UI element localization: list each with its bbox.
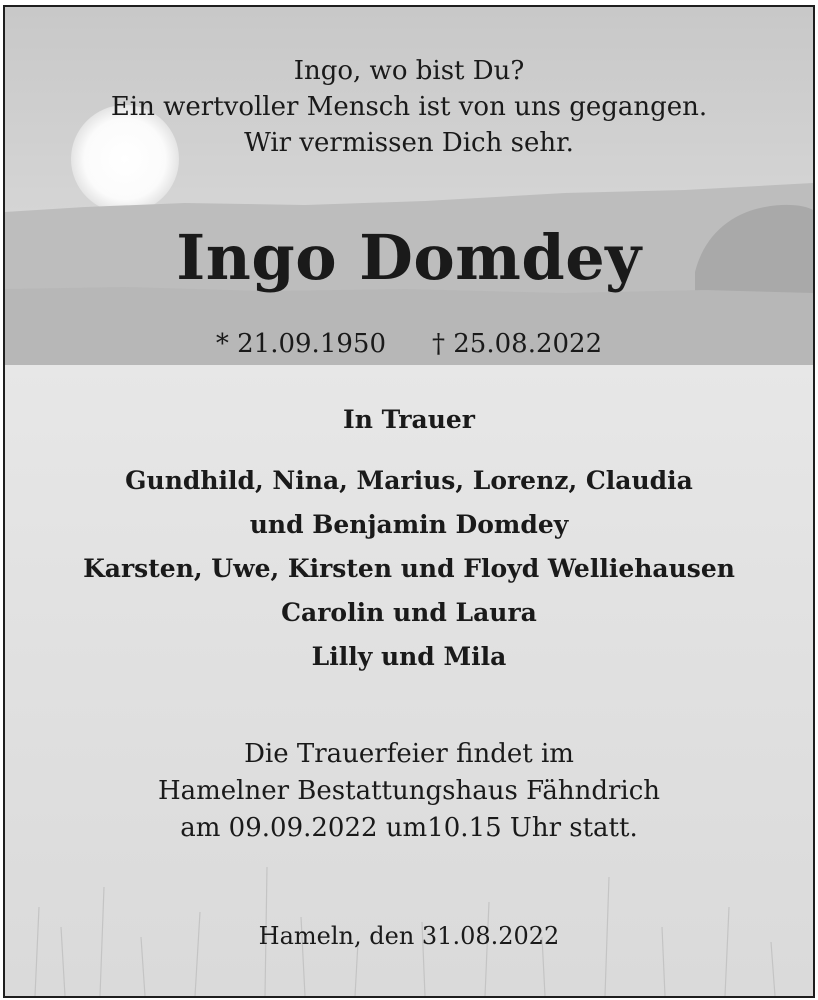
service-line-1: Die Trauerfeier findet im [244,739,574,769]
place-date: Hameln, den 31.08.2022 [258,922,560,950]
obituary-text [5,7,813,996]
family-line-5: Lilly und Mila [311,642,507,671]
intro-line-3: Wir vermissen Dich sehr. [244,128,574,158]
family-line-2: und Benjamin Domdey [249,510,569,539]
obituary-frame [3,5,815,998]
deceased-name: Ingo Domdey [176,221,642,294]
family-line-4: Carolin und Laura [281,598,537,627]
mourning-heading: In Trauer [343,405,475,434]
intro-line-2: Ein wertvoller Mensch ist von uns gegangen. [110,92,708,122]
death-date: † 25.08.2022 [432,329,603,359]
service-line-3: am 09.09.2022 um10.15 Uhr statt. [180,813,638,843]
family-line-1: Gundhild, Nina, Marius, Lorenz, Claudia [125,466,693,495]
family-line-3: Karsten, Uwe, Kirsten und Floyd Welliehausen [83,554,735,583]
birth-date: * 21.09.1950 [215,329,386,359]
intro-line-1: Ingo, wo bist Du? [293,56,525,86]
service-line-2: Hamelner Bestattungshaus Fähndrich [157,776,661,806]
life-dates [5,329,813,359]
